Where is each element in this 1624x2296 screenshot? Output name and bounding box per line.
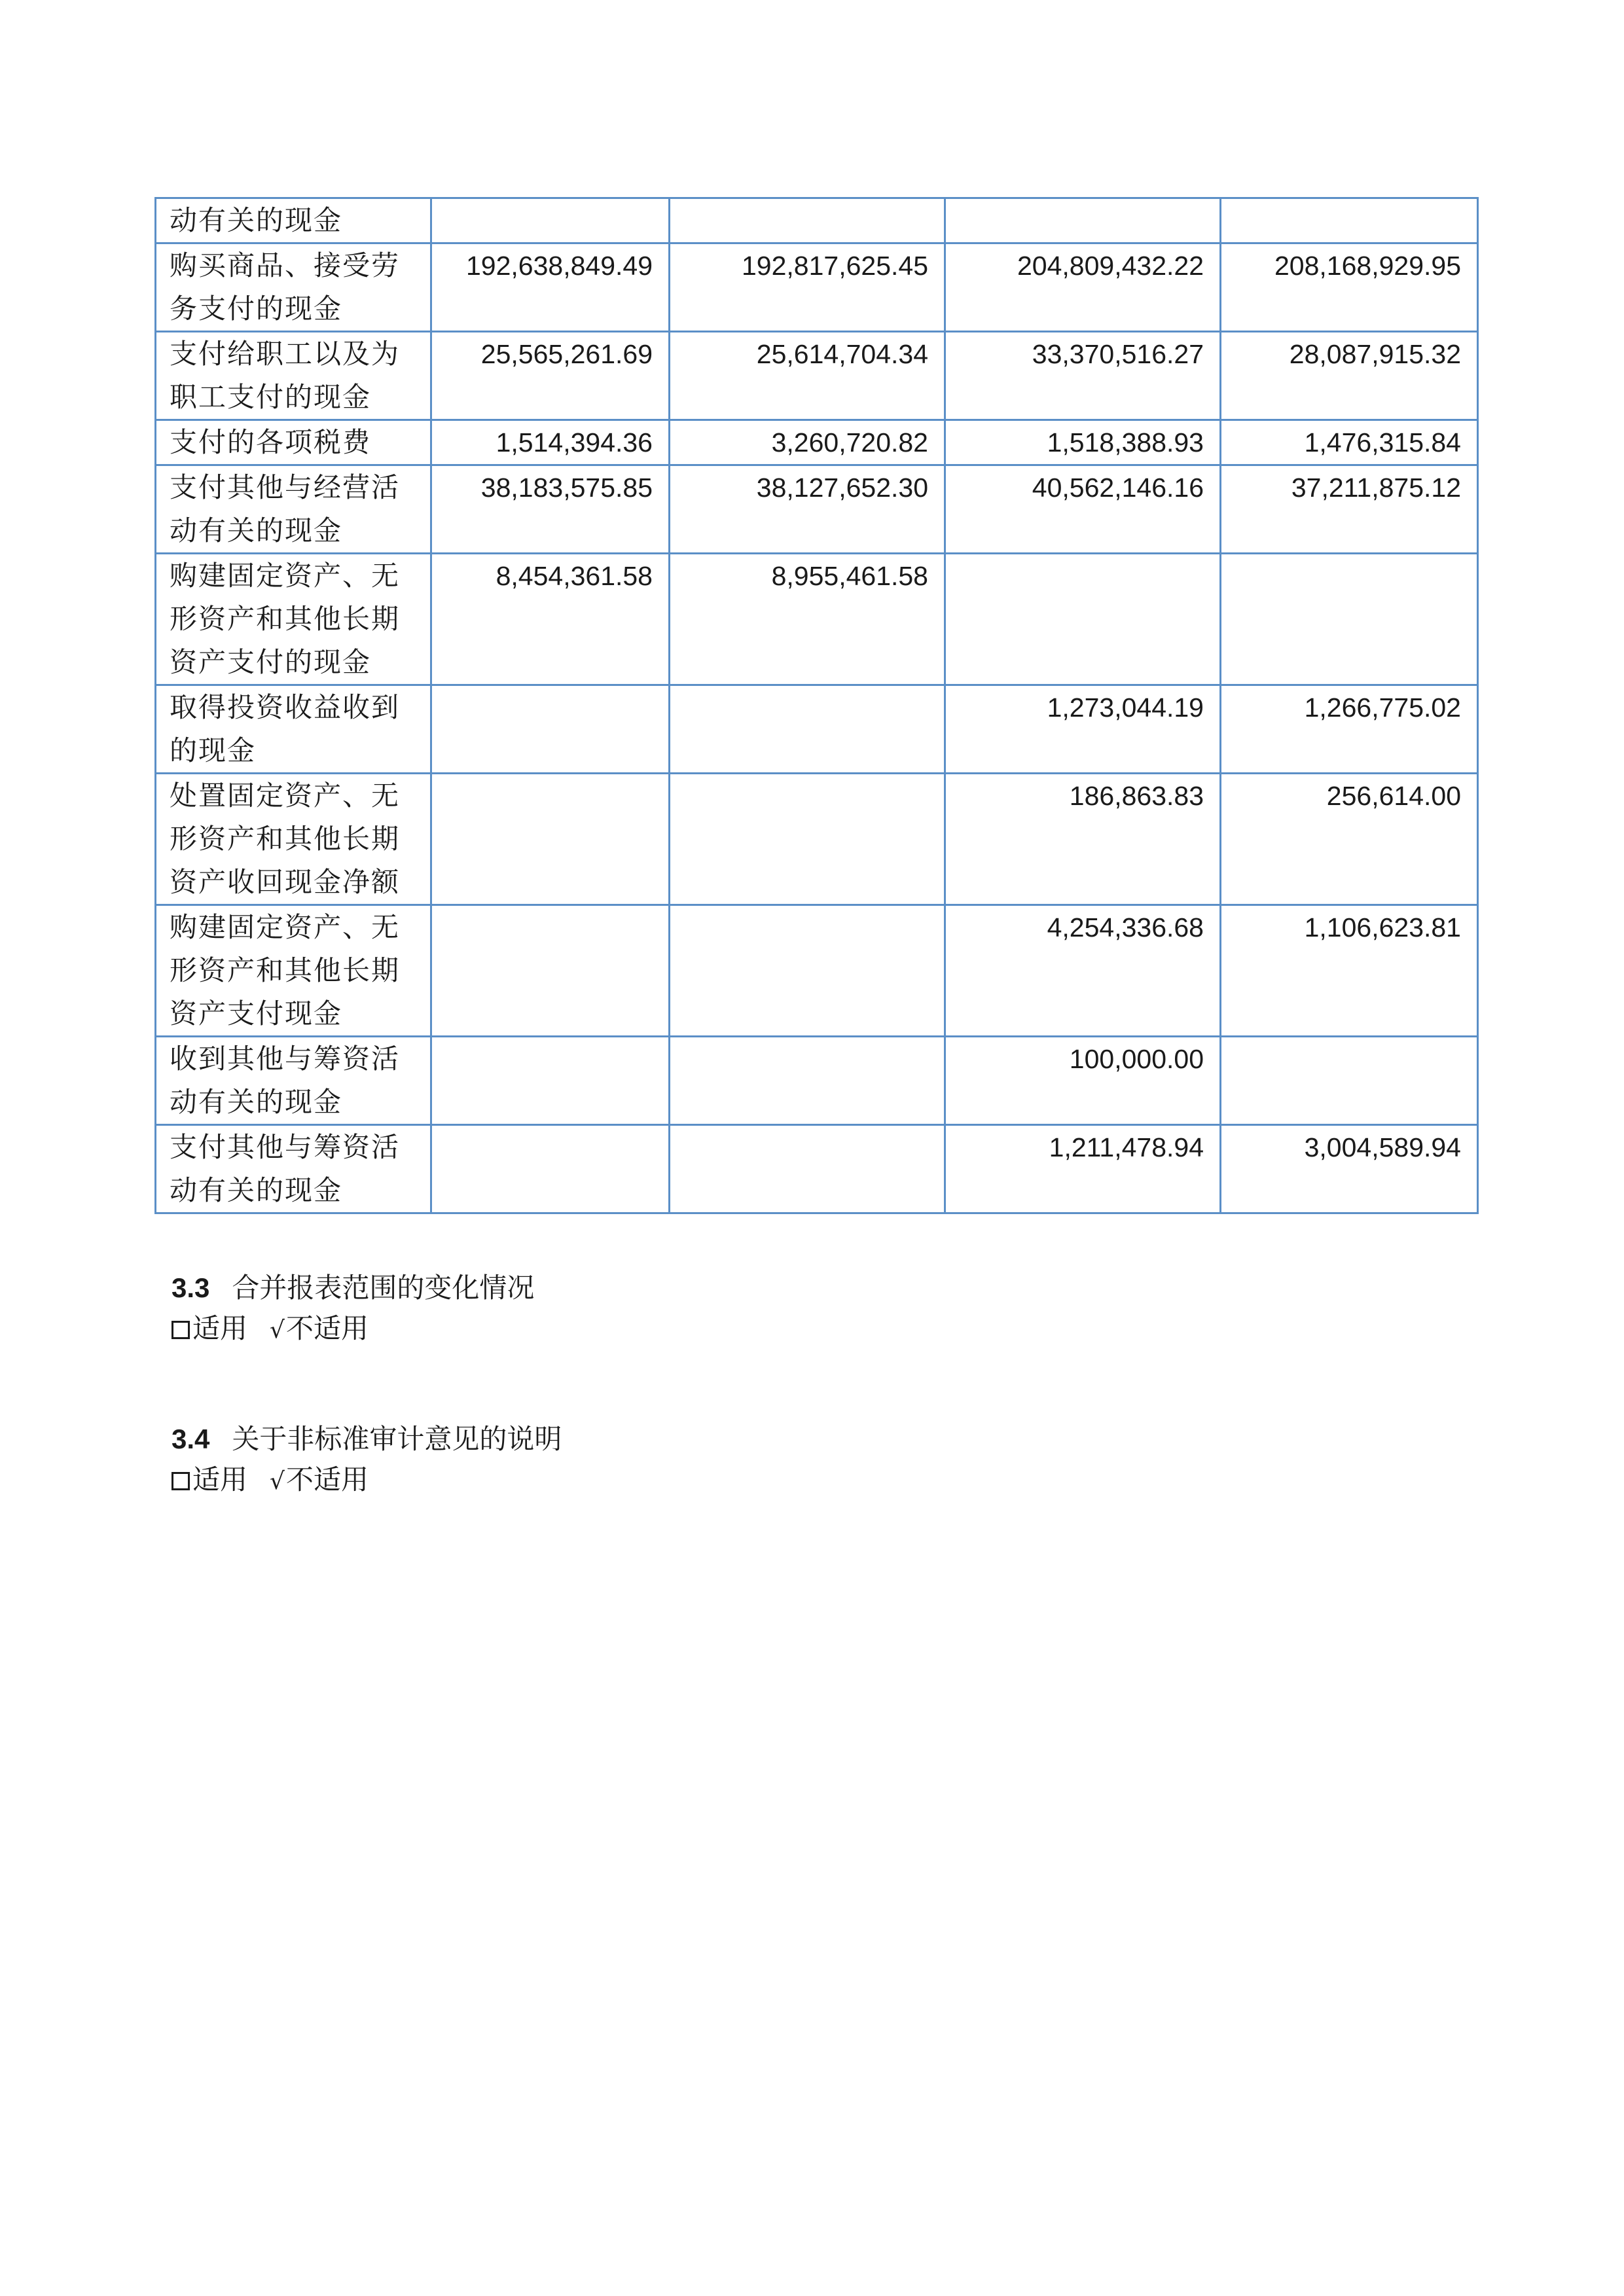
table-row bbox=[156, 420, 1478, 465]
table-cell: 25,565,261.69 bbox=[431, 332, 670, 420]
option-not-applicable-label: 不适用 bbox=[285, 1312, 369, 1344]
checkbox-icon[interactable] bbox=[171, 1321, 190, 1339]
table-cell: 208,168,929.95 bbox=[1221, 243, 1478, 332]
table-cell bbox=[670, 774, 945, 905]
table-cell bbox=[431, 1037, 670, 1125]
table-cell: 256,614.00 bbox=[1221, 774, 1478, 905]
checkmark-icon: √ bbox=[270, 1317, 285, 1344]
table-cell bbox=[670, 1037, 945, 1125]
table-cell: 38,183,575.85 bbox=[431, 465, 670, 554]
table-cell bbox=[431, 198, 670, 243]
table-row bbox=[156, 198, 1478, 243]
section-3-3 bbox=[171, 1267, 534, 1350]
row-label: 支付其他与经营活动有关的现金 bbox=[156, 465, 431, 554]
table-cell: 28,087,915.32 bbox=[1221, 332, 1478, 420]
table-cell: 25,614,704.34 bbox=[670, 332, 945, 420]
table-cell: 1,514,394.36 bbox=[431, 420, 670, 465]
table-cell: 33,370,516.27 bbox=[945, 332, 1221, 420]
table-cell bbox=[1221, 198, 1478, 243]
cash-flow-table bbox=[154, 197, 1479, 1214]
applicability-options bbox=[171, 1460, 562, 1501]
option-not-applicable-label: 不适用 bbox=[285, 1463, 369, 1496]
table-cell: 1,518,388.93 bbox=[945, 420, 1221, 465]
row-label: 购建固定资产、无形资产和其他长期资产支付现金 bbox=[156, 905, 431, 1037]
table-cell bbox=[945, 554, 1221, 685]
checkbox-icon[interactable] bbox=[171, 1472, 190, 1490]
table-cell: 4,254,336.68 bbox=[945, 905, 1221, 1037]
table-cell bbox=[431, 905, 670, 1037]
section-3-4 bbox=[171, 1418, 562, 1501]
section-heading bbox=[171, 1267, 534, 1309]
table-cell bbox=[431, 774, 670, 905]
table-cell: 192,638,849.49 bbox=[431, 243, 670, 332]
row-label: 支付给职工以及为职工支付的现金 bbox=[156, 332, 431, 420]
table-row bbox=[156, 1125, 1478, 1213]
table-row bbox=[156, 774, 1478, 905]
table-cell: 3,260,720.82 bbox=[670, 420, 945, 465]
table-cell bbox=[670, 1125, 945, 1213]
table-cell: 37,211,875.12 bbox=[1221, 465, 1478, 554]
row-label: 支付的各项税费 bbox=[156, 420, 431, 465]
option-applicable-label: 适用 bbox=[192, 1463, 248, 1496]
table-cell: 38,127,652.30 bbox=[670, 465, 945, 554]
row-label: 支付其他与筹资活动有关的现金 bbox=[156, 1125, 431, 1213]
table-cell bbox=[945, 198, 1221, 243]
row-label: 动有关的现金 bbox=[156, 198, 431, 243]
table-cell: 1,266,775.02 bbox=[1221, 685, 1478, 774]
table-cell: 1,211,478.94 bbox=[945, 1125, 1221, 1213]
table-cell: 1,106,623.81 bbox=[1221, 905, 1478, 1037]
checkmark-icon: √ bbox=[270, 1468, 285, 1495]
row-label: 取得投资收益收到的现金 bbox=[156, 685, 431, 774]
table-cell bbox=[670, 198, 945, 243]
table-row bbox=[156, 465, 1478, 554]
option-applicable-label: 适用 bbox=[192, 1312, 248, 1344]
section-number: 3.4 bbox=[171, 1424, 210, 1454]
table-cell bbox=[670, 905, 945, 1037]
table-cell: 192,817,625.45 bbox=[670, 243, 945, 332]
table-cell: 1,273,044.19 bbox=[945, 685, 1221, 774]
table-row bbox=[156, 685, 1478, 774]
row-label: 购建固定资产、无形资产和其他长期资产支付的现金 bbox=[156, 554, 431, 685]
table-cell bbox=[1221, 554, 1478, 685]
table-cell bbox=[431, 1125, 670, 1213]
section-heading bbox=[171, 1418, 562, 1460]
table-row bbox=[156, 332, 1478, 420]
section-title: 关于非标准审计意见的说明 bbox=[232, 1423, 562, 1455]
table-cell: 3,004,589.94 bbox=[1221, 1125, 1478, 1213]
table-cell bbox=[1221, 1037, 1478, 1125]
row-label: 购买商品、接受劳务支付的现金 bbox=[156, 243, 431, 332]
table-row bbox=[156, 1037, 1478, 1125]
table-cell: 186,863.83 bbox=[945, 774, 1221, 905]
table-row bbox=[156, 905, 1478, 1037]
row-label: 收到其他与筹资活动有关的现金 bbox=[156, 1037, 431, 1125]
table-cell: 1,476,315.84 bbox=[1221, 420, 1478, 465]
table-cell bbox=[431, 685, 670, 774]
table-cell: 204,809,432.22 bbox=[945, 243, 1221, 332]
table-cell bbox=[670, 685, 945, 774]
applicability-options bbox=[171, 1309, 534, 1350]
row-label: 处置固定资产、无形资产和其他长期资产收回现金净额 bbox=[156, 774, 431, 905]
table-cell: 8,955,461.58 bbox=[670, 554, 945, 685]
section-number: 3.3 bbox=[171, 1272, 210, 1303]
section-title: 合并报表范围的变化情况 bbox=[232, 1272, 535, 1304]
table-cell: 8,454,361.58 bbox=[431, 554, 670, 685]
table-cell: 40,562,146.16 bbox=[945, 465, 1221, 554]
table-cell: 100,000.00 bbox=[945, 1037, 1221, 1125]
table-row bbox=[156, 554, 1478, 685]
table-row bbox=[156, 243, 1478, 332]
